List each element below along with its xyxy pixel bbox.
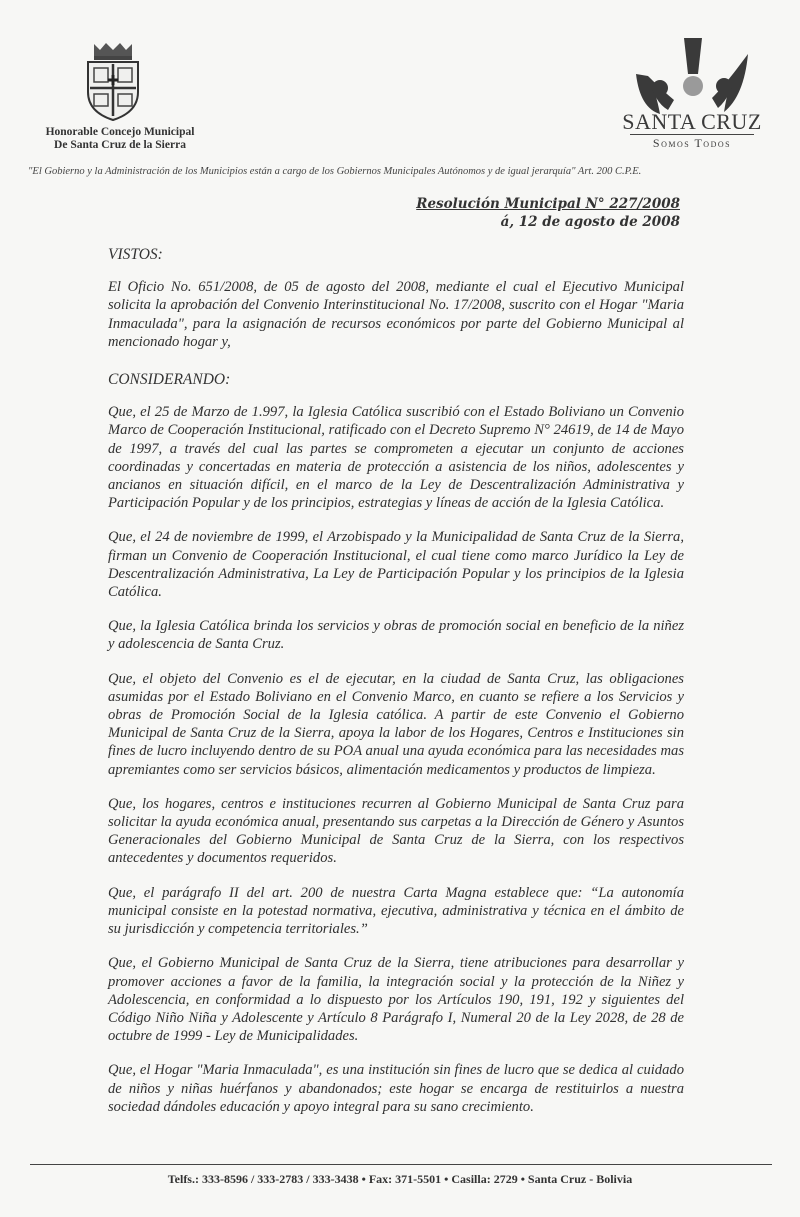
considerando-paragraph: Que, el objeto del Convenio es el de ejecutar, en la ciudad de Santa Cruz, las obligaciones asumidas por el Estado Boliviano en el Convenio Marco, en cuanto se refiere a los Servicios y obras de Promoción Social de la Iglesia católica. A partir de este Convenio el Gobierno Municipal de Santa Cruz de la Sierra, apoya la labor de los Hogares, Centros e Instituciones sin fines de lucro incluyendo dentro de su POA anual una ayuda económica para las necesidades mas apremiantes como ser servicios básicos, alimentación medicamentos y productos de limpieza. [108,670,684,778]
brand-name: SANTA CRUZ [622,109,762,134]
considerando-paragraph: Que, el 25 de Marzo de 1.997, la Iglesia Católica suscribió con el Estado Boliviano un Convenio Marco de Cooperación Institucional, ratificado con el Decreto Supremo N° 24619, de 14 de Mayo de 1997, a través del cual las partes se comprometen a ejecutar un conjunto de acciones coordinadas y concertadas en materia de protección a asistencia de los niños, adolescentes y ancianos en situación difícil, en el marco de la Ley de Descentralización Administrativa y Participación Popular y de los principios, estrategias y líneas de acción de la Iglesia Católica. [108,404,684,512]
document-body [108,246,684,1132]
vistos-heading: VISTOS: [108,246,163,263]
brand [612,110,772,151]
considerando-paragraph: Que, el Hogar "Maria Inmaculada", es una institución sin fines de lucro que se dedica al cuidado de niños y niñas huérfanos y abandonados; este hogar se encarga de restituirlos a nuestra sociedad dándoles educación y apoyo integral para su sano crecimiento. [108,1062,684,1115]
council-line-2: De Santa Cruz de la Sierra [54,139,186,151]
considerando-heading: CONSIDERANDO: [108,371,231,389]
resolution-header [416,196,680,230]
coat-of-arms-icon [80,40,146,122]
resolution-title: Resolución Municipal N° 227/2008 [416,196,680,212]
brand-tagline: Somos Todos [630,134,754,151]
resolution-date: á, 12 de agosto de 2008 [500,214,680,230]
footer-contact: Telfs.: 333-8596 / 333-2783 / 333-3438 • Fax: 371-5501 • Casilla: 2729 • Santa Cruz - Bolivia [167,1172,633,1186]
considerando-paragraph: Que, el parágrafo II del art. 200 de nuestra Carta Magna establece que: “La autonomía municipal consiste en la potestad normativa, ejecutiva, administrativa y técnica en el ámbito de su jurisdicción y competencia territoriales.” [108,884,684,938]
constitution-quote: "El Gobierno y la Administración de los Municipios están a cargo de los Gobiernos Municipales Autónomos y de igual jerarquía" Art. 200 C.P.E. [28,166,642,177]
footer-divider [30,1164,772,1165]
council-name [20,126,220,152]
considerando-paragraph: Que, el Gobierno Municipal de Santa Cruz de la Sierra, tiene atribuciones para desarrollar y promover acciones a favor de la familia, la integración social y la protección de la Niñez y Adolescencia, en conformidad a lo dispuesto por los Artículos 190, 191, 192 y siguientes del Código Niño Niña y Adolescente y Artículo 8 Parágrafo I, Numeral 20 de la Ley 2028, de 28 de octubre de 1999 - Ley de Municipalidades. [108,955,684,1045]
considerando-paragraph: Que, los hogares, centros e instituciones recurren al Gobierno Municipal de Santa Cruz para solicitar la ayuda económica anual, presentando sus carpetas a la Dirección de Género y Asuntos Generacionales del Gobierno Municipal de Santa Cruz de la Sierra, con los respectivos antecedentes y documentos requeridos. [108,795,684,867]
considerando-paragraph: Que, la Iglesia Católica brinda los servicios y obras de promoción social en beneficio de la niñez y adolescencia de Santa Cruz. [108,618,684,653]
considerando-paragraph: Que, el 24 de noviembre de 1999, el Arzobispado y la Municipalidad de Santa Cruz de la Sierra, firman un Convenio de Cooperación Institucional, el cual tiene como marco Jurídico la Ley de Descentralización Administrativa, La Ley de Participación Popular y los principios de la Iglesia Católica. [108,529,684,601]
vistos-paragraph: El Oficio No. 651/2008, de 05 de agosto del 2008, mediante el cual el Ejecutivo Municipal solicita la aprobación del Convenio Interinstitucional No. 17/2008, suscrito con el Hogar "Maria Inmaculada", para la asignación de recursos económicos por parte del Gobierno Municipal al mencionado hogar y, [108,279,684,350]
council-line-1: Honorable Concejo Municipal [45,126,195,138]
